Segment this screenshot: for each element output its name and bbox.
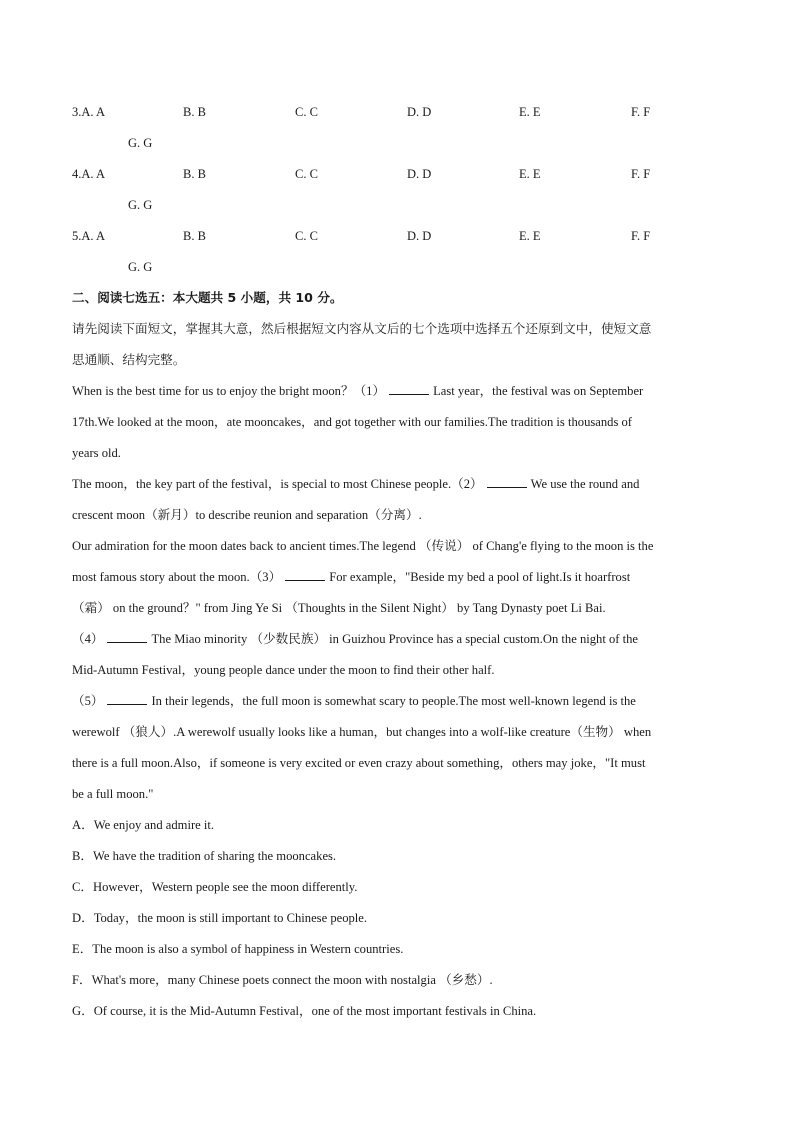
option-d: D. D [407, 229, 432, 243]
option-f: F. F [631, 105, 651, 119]
passage-line: Mid-Autumn Festival，young people dance under the moon to find their other half. [72, 663, 495, 677]
option-b: B. B [183, 167, 206, 181]
option-row-3-extra [72, 132, 732, 163]
option-b: B. B [183, 229, 206, 243]
option-a: 5.A. A [72, 229, 105, 243]
passage-line: （4） The Miao minority （少数民族） in Guizhou Province has a special custom.On the night of the [72, 632, 639, 646]
answer-option-b: B．We have the tradition of sharing the mooncakes. [72, 849, 337, 863]
option-c: C. C [295, 167, 318, 181]
answer-blank-2[interactable] [487, 475, 527, 488]
answer-blank-1[interactable] [389, 382, 429, 395]
answer-option-g: G．Of course, it is the Mid-Autumn Festival，one of the most important festivals in China. [72, 1004, 537, 1018]
option-c: C. C [295, 105, 318, 119]
passage-line: werewolf （狼人）.A werewolf usually looks like a human，but changes into a wolf-like creature（生物） when [72, 725, 652, 739]
section-heading: 二、阅读七选五：本大题共 5 小题，共 10 分。 [72, 290, 343, 305]
option-d: D. D [407, 167, 432, 181]
instruction-line: 思通顺、结构完整。 [72, 352, 186, 367]
option-grid [72, 101, 732, 287]
passage-line: crescent moon（新月）to describe reunion and separation（分离）. [72, 508, 422, 522]
option-row-4 [72, 163, 732, 194]
option-f: F. F [631, 229, 651, 243]
answer-option-f: F．What's more，many Chinese poets connect the moon with nostalgia （乡愁）. [72, 973, 493, 987]
option-e: E. E [519, 105, 541, 119]
answer-option-e: E．The moon is also a symbol of happiness in Western countries. [72, 942, 404, 956]
passage-line: When is the best time for us to enjoy the bright moon？（1） Last year，the festival was on September [72, 384, 644, 398]
answer-blank-3[interactable] [285, 568, 325, 581]
option-e: E. E [519, 167, 541, 181]
passage-line: Our admiration for the moon dates back to ancient times.The legend （传说） of Chang'e flying to the moon is the [72, 539, 654, 553]
answer-option-c: C．However，Western people see the moon differently. [72, 880, 358, 894]
passage-line: The moon，the key part of the festival，is special to most Chinese people.（2） We use the round and [72, 477, 640, 491]
passage-line: （霜） on the ground？" from Jing Ye Si （Thoughts in the Silent Night） by Tang Dynasty poet Li Bai. [72, 601, 606, 615]
option-a: 3.A. A [72, 105, 105, 119]
passage-line: there is a full moon.Also，if someone is very excited or even crazy about something，others may joke，"It must [72, 756, 646, 770]
answer-option-a: A．We enjoy and admire it. [72, 818, 215, 832]
option-d: D. D [407, 105, 432, 119]
option-g: G. G [128, 198, 153, 212]
option-row-3 [72, 101, 732, 132]
passage-line: be a full moon." [72, 787, 154, 801]
option-row-5-extra [72, 256, 732, 287]
instruction-line: 请先阅读下面短文，掌握其大意，然后根据短文内容从文后的七个选项中选择五个还原到文中，使短文意 [72, 321, 652, 336]
option-b: B. B [183, 105, 206, 119]
answer-option-d: D．Today，the moon is still important to Chinese people. [72, 911, 368, 925]
option-g: G. G [128, 136, 153, 150]
answer-blank-5[interactable] [107, 692, 147, 705]
option-f: F. F [631, 167, 651, 181]
reading-section [72, 287, 722, 1031]
passage-line: 17th.We looked at the moon，ate mooncakes，and got together with our families.The tradition is thousands of [72, 415, 632, 429]
option-row-5 [72, 225, 732, 256]
passage-line: years old. [72, 446, 121, 460]
answer-blank-4[interactable] [107, 630, 147, 643]
option-e: E. E [519, 229, 541, 243]
passage-line: （5） In their legends，the full moon is somewhat scary to people.The most well-known legend is the [72, 694, 636, 708]
option-c: C. C [295, 229, 318, 243]
option-g: G. G [128, 260, 153, 274]
passage-line: most famous story about the moon.（3） For example，"Beside my bed a pool of light.Is it hoarfrost [72, 570, 631, 584]
option-a: 4.A. A [72, 167, 105, 181]
option-row-4-extra [72, 194, 732, 225]
